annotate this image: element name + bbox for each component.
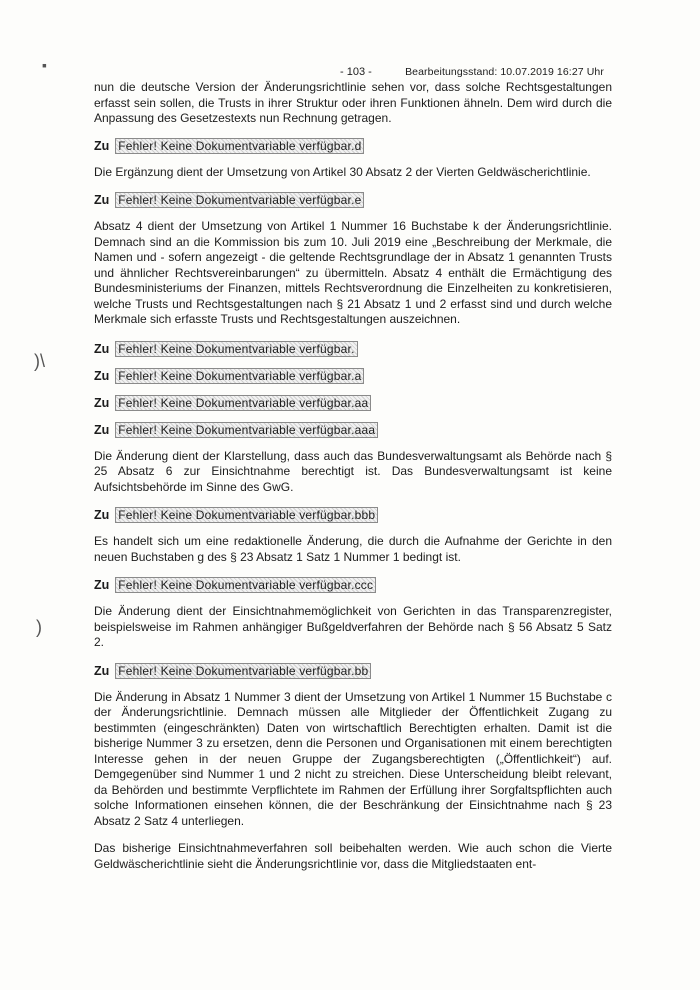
scan-speck: ▪	[42, 57, 47, 73]
doc-variable-error: Fehler! Keine Dokumentvariable verfügbar.bb	[115, 663, 371, 679]
edit-status: Bearbeitungsstand: 10.07.2019 16:27 Uhr	[405, 66, 604, 78]
doc-variable-error: Fehler! Keine Dokumentvariable verfügbar.bbb	[115, 507, 378, 523]
paragraph: Absatz 4 dient der Umsetzung von Artikel 1 Nummer 16 Buchstabe k der Änderungsrichtlinie. Demnach sind an die Kommission bis zum 10. Juli 2019 eine „Beschreibung der Merkmale, die Namen und - sofern angezeigt - die geltende Rechtsgrundlage der in Absatz 1 genannten Trusts und ähnlicher Rechtsvereinbarungen“ zu übermitteln. Absatz 4 enthält die Ermächtigung des Bundesministeriums der Finanzen, mittels Rechtsverordnung die Einzelheiten zu konkretisieren, welche Trusts und Rechtsgestaltungen nach § 21 Absatz 1 und 2 erfasst sind und durch welche Merkmale sich erfasste Trusts und Rechtsgestaltungen auszeichnen.	[94, 219, 612, 326]
doc-variable-error: Fehler! Keine Dokumentvariable verfügbar.ccc	[115, 577, 376, 593]
heading-prefix: Zu	[94, 138, 110, 153]
section-heading	[94, 395, 612, 411]
section-heading	[94, 368, 612, 384]
doc-variable-error: Fehler! Keine Dokumentvariable verfügbar.d	[115, 138, 364, 154]
paragraph: Die Ergänzung dient der Umsetzung von Artikel 30 Absatz 2 der Vierten Geldwäscherichtlinie.	[94, 164, 591, 179]
paragraph: Das bisherige Einsichtnahmeverfahren soll beibehalten werden. Wie auch schon die Vierte Geldwäscherichtlinie sieht die Änderungsrichtlinie vor, dass die Mitgliedstaaten ent-	[94, 841, 612, 871]
heading-prefix: Zu	[94, 368, 110, 383]
page-number: - 103 -	[340, 66, 372, 78]
document-body	[94, 80, 612, 872]
doc-variable-error: Fehler! Keine Dokumentvariable verfügbar.	[115, 341, 357, 357]
paragraph: nun die deutsche Version der Änderungsrichtlinie sehen vor, dass solche Rechtsgestaltungen erfasst sein sollen, die Trusts in ihrer Struktur oder ihren Funktionen ähneln. Dem wird durch die Anpassung des Gesetzestexts nun Rechnung getragen.	[94, 80, 612, 125]
heading-prefix: Zu	[94, 395, 110, 410]
margin-bracket: )	[36, 617, 42, 637]
section-heading	[94, 341, 612, 357]
heading-prefix: Zu	[94, 663, 110, 678]
section-heading	[94, 422, 612, 438]
doc-variable-error: Fehler! Keine Dokumentvariable verfügbar.e	[115, 192, 364, 208]
heading-prefix: Zu	[94, 193, 110, 207]
section-heading	[94, 663, 612, 679]
heading-prefix: Zu	[94, 341, 110, 356]
paragraph: Die Änderung dient der Einsichtnahmemöglichkeit von Gerichten in das Transparenzregister, beispielsweise im Rahmen anhängiger Bußgeldverfahren der Behörde nach § 56 Absatz 5 Satz 2.	[94, 604, 612, 649]
section-heading	[94, 507, 612, 523]
paragraph: Es handelt sich um eine redaktionelle Änderung, die durch die Aufnahme der Gerichte in den neuen Buchstaben g des § 23 Absatz 1 Satz 1 Nummer 1 bedingt ist.	[94, 534, 612, 564]
heading-prefix: Zu	[94, 508, 110, 522]
doc-variable-error: Fehler! Keine Dokumentvariable verfügbar.a	[115, 368, 364, 384]
section-heading	[94, 138, 612, 154]
doc-variable-error: Fehler! Keine Dokumentvariable verfügbar.aa	[115, 395, 371, 411]
paragraph: Die Änderung in Absatz 1 Nummer 3 dient der Umsetzung von Artikel 1 Nummer 15 Buchstabe c der Änderungsrichtlinie. Demnach müssen alle Mitglieder der Öffentlichkeit Zugang zu bestimmten (eingeschränkten) Daten von wirtschaftlich Berechtigten erhalten. Damit ist die bisherige Nummer 3 zu ersetzen, denn die Personen und Organisationen mit einem berechtigten Interesse gehen in der neuen Gruppe der Zugangsberechtigten („Öffentlichkeit“) auf. Demgegenüber sind Nummer 1 und 2 nicht zu streichen. Diese Unterscheidung bleibt relevant, da Behörden und bestimmte Verpflichtete im Rahmen der Erfüllung ihrer Sorgfaltspflichten auch solche Informationen einsehen können, die der Beschränkung der Einsichtnahme nach § 23 Absatz 2 Satz 4 unterliegen.	[94, 689, 612, 828]
paragraph: Die Änderung dient der Klarstellung, dass auch das Bundesverwaltungsamt als Behörde nach § 25 Absatz 6 zur Einsichtnahme berechtigt ist. Das Bundesverwaltungsamt ist keine Aufsichtsbehörde im Sinne des GwG.	[94, 448, 612, 494]
heading-prefix: Zu	[94, 422, 110, 437]
doc-variable-error: Fehler! Keine Dokumentvariable verfügbar.aaa	[115, 422, 378, 438]
heading-prefix: Zu	[94, 578, 110, 592]
section-heading	[94, 577, 612, 593]
margin-mark: )\	[34, 351, 45, 371]
section-heading	[94, 192, 612, 208]
page-header	[340, 66, 690, 78]
